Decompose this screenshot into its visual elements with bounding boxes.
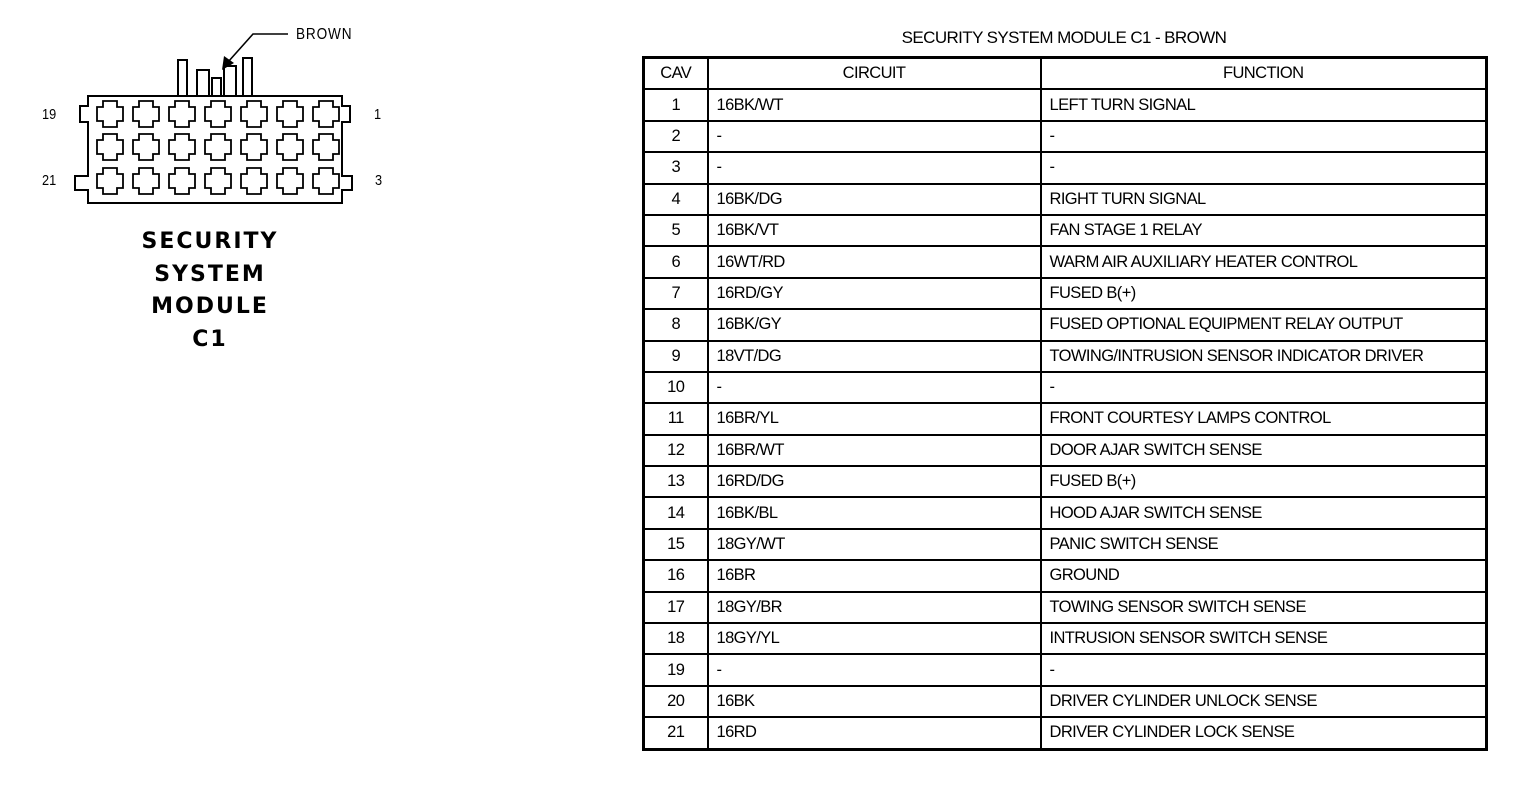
cav-cell: 15 — [644, 529, 708, 560]
cavity — [205, 134, 231, 160]
function-cell: - — [1041, 372, 1487, 403]
cavity — [241, 134, 267, 160]
function-cell: TOWING SENSOR SWITCH SENSE — [1041, 592, 1487, 623]
pin-label-1: 1 — [374, 106, 382, 123]
cavity — [313, 168, 339, 194]
function-cell: FRONT COURTESY LAMPS CONTROL — [1041, 403, 1487, 434]
cavity — [313, 101, 339, 127]
cav-cell: 7 — [644, 278, 708, 309]
function-cell: INTRUSION SENSOR SWITCH SENSE — [1041, 623, 1487, 654]
table-row — [644, 121, 1487, 152]
pinout-table — [642, 56, 1488, 751]
function-cell: WARM AIR AUXILIARY HEATER CONTROL — [1041, 246, 1487, 277]
color-leader-line — [228, 34, 288, 62]
cavity — [205, 101, 231, 127]
function-cell: TOWING/INTRUSION SENSOR INDICATOR DRIVER — [1041, 341, 1487, 372]
table-row — [644, 497, 1487, 528]
function-cell: FUSED OPTIONAL EQUIPMENT RELAY OUTPUT — [1041, 309, 1487, 340]
cav-cell: 4 — [644, 184, 708, 215]
function-cell: DRIVER CYLINDER UNLOCK SENSE — [1041, 686, 1487, 717]
cav-cell: 3 — [644, 152, 708, 183]
table-row — [644, 435, 1487, 466]
table-header-row — [644, 58, 1487, 90]
cav-cell: 21 — [644, 717, 708, 749]
circuit-cell: 18VT/DG — [708, 341, 1041, 372]
function-cell: GROUND — [1041, 560, 1487, 591]
cavity — [169, 168, 195, 194]
table-row — [644, 309, 1487, 340]
table-row — [644, 152, 1487, 183]
cav-cell: 18 — [644, 623, 708, 654]
circuit-cell: - — [708, 654, 1041, 685]
cav-cell: 8 — [644, 309, 708, 340]
cavity — [169, 101, 195, 127]
cavity — [277, 101, 303, 127]
function-cell: - — [1041, 654, 1487, 685]
table-row — [644, 89, 1487, 120]
lock-tab — [178, 60, 187, 96]
circuit-cell: 16WT/RD — [708, 246, 1041, 277]
cav-cell: 20 — [644, 686, 708, 717]
table-title: SECURITY SYSTEM MODULE C1 - BROWN — [901, 28, 1227, 47]
table-row — [644, 592, 1487, 623]
cavity — [97, 134, 123, 160]
circuit-cell: 16BR/WT — [708, 435, 1041, 466]
cav-cell: 14 — [644, 497, 708, 528]
function-cell: DRIVER CYLINDER LOCK SENSE — [1041, 717, 1487, 749]
pin-label-19: 19 — [42, 106, 57, 123]
function-cell: FUSED B(+) — [1041, 466, 1487, 497]
circuit-cell: 16RD/DG — [708, 466, 1041, 497]
function-cell: RIGHT TURN SIGNAL — [1041, 184, 1487, 215]
cav-cell: 1 — [644, 89, 708, 120]
cav-cell: 11 — [644, 403, 708, 434]
circuit-cell: - — [708, 152, 1041, 183]
table-row — [644, 654, 1487, 685]
function-cell: FAN STAGE 1 RELAY — [1041, 215, 1487, 246]
connector-name — [110, 226, 310, 356]
circuit-cell: 16RD — [708, 717, 1041, 749]
circuit-cell: 16BK/GY — [708, 309, 1041, 340]
cav-cell: 16 — [644, 560, 708, 591]
cavity — [133, 101, 159, 127]
pin-label-21: 21 — [42, 172, 57, 189]
connector-name-line: C1 — [192, 326, 228, 352]
cavity — [205, 168, 231, 194]
connector-name-line: MODULE — [151, 294, 269, 319]
circuit-cell: 16BK/DG — [708, 184, 1041, 215]
table-row — [644, 686, 1487, 717]
table-row — [644, 560, 1487, 591]
function-cell: - — [1041, 152, 1487, 183]
table-row — [644, 341, 1487, 372]
cavity — [241, 101, 267, 127]
cavity — [97, 168, 123, 194]
cavity — [133, 168, 159, 194]
cav-cell: 2 — [644, 121, 708, 152]
connector-name-line: SYSTEM — [154, 261, 266, 287]
circuit-cell: 18GY/BR — [708, 592, 1041, 623]
function-cell: PANIC SWITCH SENSE — [1041, 529, 1487, 560]
circuit-cell: 16BR — [708, 560, 1041, 591]
circuit-cell: 16BK — [708, 686, 1041, 717]
header-circuit: CIRCUIT — [708, 58, 1041, 90]
function-cell: DOOR AJAR SWITCH SENSE — [1041, 435, 1487, 466]
cav-cell: 12 — [644, 435, 708, 466]
cavity — [133, 134, 159, 160]
cavity — [97, 101, 123, 127]
connector-color-label: BROWN — [296, 26, 353, 43]
lock-tab — [224, 66, 236, 96]
lock-tab — [212, 78, 221, 96]
cav-cell: 19 — [644, 654, 708, 685]
circuit-cell: - — [708, 372, 1041, 403]
cav-cell: 9 — [644, 341, 708, 372]
circuit-cell: 18GY/WT — [708, 529, 1041, 560]
function-cell: FUSED B(+) — [1041, 278, 1487, 309]
table-row — [644, 717, 1487, 749]
function-cell: LEFT TURN SIGNAL — [1041, 89, 1487, 120]
cav-cell: 17 — [644, 592, 708, 623]
cavity — [277, 168, 303, 194]
connector-name-line: SECURITY — [141, 229, 279, 254]
circuit-cell: - — [708, 121, 1041, 152]
circuit-cell: 16BK/WT — [708, 89, 1041, 120]
circuit-cell: 16BK/BL — [708, 497, 1041, 528]
table-row — [644, 246, 1487, 277]
cavity — [169, 134, 195, 160]
cavity — [241, 168, 267, 194]
cav-cell: 13 — [644, 466, 708, 497]
circuit-cell: 16BK/VT — [708, 215, 1041, 246]
cav-cell: 5 — [644, 215, 708, 246]
circuit-cell: 16RD/GY — [708, 278, 1041, 309]
table-row — [644, 184, 1487, 215]
table-row — [644, 372, 1487, 403]
table-row — [644, 403, 1487, 434]
circuit-cell: 18GY/YL — [708, 623, 1041, 654]
function-cell: HOOD AJAR SWITCH SENSE — [1041, 497, 1487, 528]
table-row — [644, 623, 1487, 654]
cavity — [277, 134, 303, 160]
cav-cell: 10 — [644, 372, 708, 403]
table-row — [644, 215, 1487, 246]
pin-label-3: 3 — [375, 172, 383, 189]
function-cell: - — [1041, 121, 1487, 152]
lock-tab — [243, 58, 252, 96]
header-function: FUNCTION — [1041, 58, 1487, 90]
table-row — [644, 529, 1487, 560]
lock-tab — [197, 70, 209, 96]
circuit-cell: 16BR/YL — [708, 403, 1041, 434]
cav-cell: 6 — [644, 246, 708, 277]
connector-body — [75, 96, 352, 203]
cavity — [313, 134, 339, 160]
table-row — [644, 466, 1487, 497]
header-cav: CAV — [644, 58, 708, 90]
table-row — [644, 278, 1487, 309]
